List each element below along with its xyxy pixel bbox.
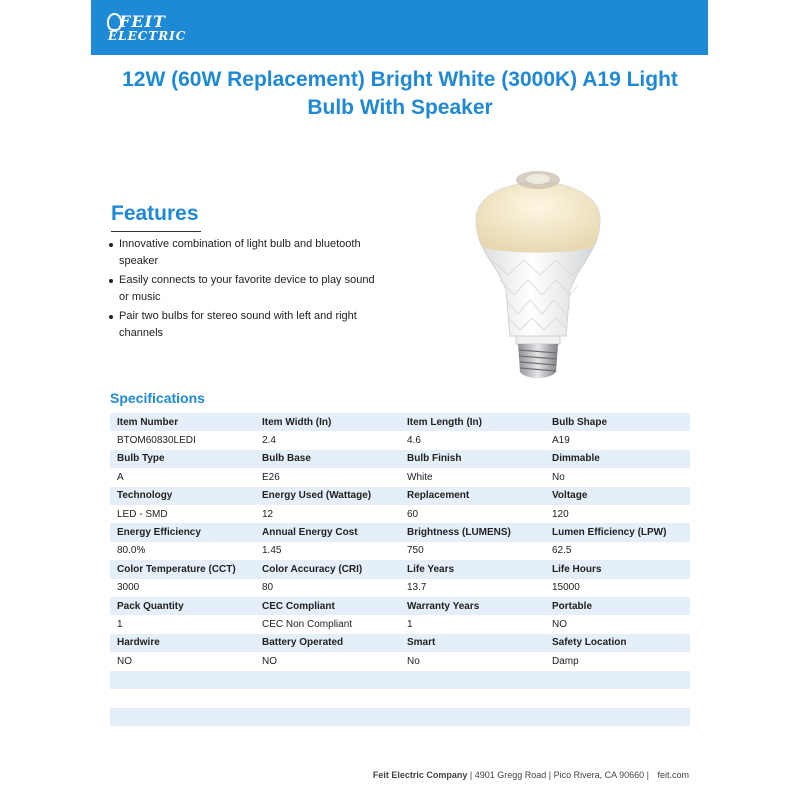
- footer-url[interactable]: feit.com: [657, 770, 689, 780]
- spec-label: Dimmable: [545, 450, 690, 468]
- spec-label: Smart: [400, 634, 545, 652]
- features-heading: Features: [111, 202, 199, 225]
- spec-value: NO: [255, 652, 400, 670]
- spec-value: CEC Non Compliant: [255, 615, 400, 633]
- empty-spec-band: [110, 708, 690, 726]
- spec-label-row: [110, 523, 690, 541]
- page-footer: [0, 770, 689, 780]
- spec-value: A: [110, 468, 255, 486]
- spec-value: 1: [400, 615, 545, 633]
- spec-value-row: [110, 579, 690, 597]
- spec-value: Damp: [545, 652, 690, 670]
- spec-label-row: [110, 450, 690, 468]
- brand-header: [91, 0, 708, 55]
- spec-value: No: [545, 468, 690, 486]
- spec-label: Item Width (In): [255, 413, 400, 431]
- empty-spec-band: [110, 671, 690, 689]
- spec-label: Lumen Efficiency (LPW): [545, 523, 690, 541]
- spec-label: Battery Operated: [255, 634, 400, 652]
- footer-address: | 4901 Gregg Road | Pico Rivera, CA 90660 |: [467, 770, 652, 780]
- spec-value-row: [110, 505, 690, 523]
- spec-label-row: [110, 634, 690, 652]
- logo-line-1: FEIT: [119, 12, 166, 31]
- specifications-heading: Specifications: [110, 390, 205, 406]
- spec-value: 80.0%: [110, 542, 255, 560]
- spec-value: LED - SMD: [110, 505, 255, 523]
- spec-label: Item Number: [110, 413, 255, 431]
- spec-label: Annual Energy Cost: [255, 523, 400, 541]
- spec-value: 1: [110, 615, 255, 633]
- spec-label: Energy Used (Wattage): [255, 487, 400, 505]
- spec-value: 2.4: [255, 431, 400, 449]
- logo-line-2: ELECTRIC: [108, 29, 187, 43]
- spec-value: 1.45: [255, 542, 400, 560]
- specifications-table: [110, 413, 690, 670]
- spec-value: A19: [545, 431, 690, 449]
- spec-label-row: [110, 487, 690, 505]
- features-underline: [111, 231, 201, 232]
- spec-label: Bulb Finish: [400, 450, 545, 468]
- spec-label: Warranty Years: [400, 597, 545, 615]
- spec-label: Color Accuracy (CRI): [255, 560, 400, 578]
- spec-label: CEC Compliant: [255, 597, 400, 615]
- spec-value-row: [110, 468, 690, 486]
- spec-value: 62.5: [545, 542, 690, 560]
- spec-label: Energy Efficiency: [110, 523, 255, 541]
- product-bulb-image: [462, 150, 614, 382]
- spec-value-row: [110, 615, 690, 633]
- spec-value: 750: [400, 542, 545, 560]
- spec-label: Life Years: [400, 560, 545, 578]
- spec-value: NO: [545, 615, 690, 633]
- spec-label: Bulb Shape: [545, 413, 690, 431]
- spec-value: 60: [400, 505, 545, 523]
- spec-label-row: [110, 597, 690, 615]
- footer-company: Feit Electric Company: [372, 770, 468, 780]
- spec-label: Technology: [110, 487, 255, 505]
- feit-electric-logo: [105, 8, 187, 48]
- spec-label: Life Hours: [545, 560, 690, 578]
- spec-label: Safety Location: [545, 634, 690, 652]
- spec-label: Color Temperature (CCT): [110, 560, 255, 578]
- spec-value: 12: [255, 505, 400, 523]
- spec-value: 80: [255, 579, 400, 597]
- spec-label: Replacement: [400, 487, 545, 505]
- feature-item: Pair two bulbs for stereo sound with left and right channels: [108, 308, 378, 342]
- spec-label: Bulb Base: [255, 450, 400, 468]
- spec-value: 15000: [545, 579, 690, 597]
- feature-item: Easily connects to your favorite device to play sound or music: [108, 272, 378, 306]
- spec-value-row: [110, 431, 690, 449]
- spec-label: Bulb Type: [110, 450, 255, 468]
- spec-value: White: [400, 468, 545, 486]
- spec-value: 13.7: [400, 579, 545, 597]
- spec-label: Brightness (LUMENS): [400, 523, 545, 541]
- spec-label-row: [110, 560, 690, 578]
- spec-value-row: [110, 542, 690, 560]
- spec-label: Voltage: [545, 487, 690, 505]
- spec-value: No: [400, 652, 545, 670]
- features-list: [108, 236, 378, 344]
- spec-value: 3000: [110, 579, 255, 597]
- item-number-link[interactable]: BTOM60830LEDI: [110, 431, 255, 449]
- spec-label-row: [110, 413, 690, 431]
- spec-value: E26: [255, 468, 400, 486]
- spec-value: NO: [110, 652, 255, 670]
- spec-value-row: [110, 652, 690, 670]
- product-title: 12W (60W Replacement) Bright White (3000K) A19 Light Bulb With Speaker: [122, 68, 678, 119]
- spec-value: 120: [545, 505, 690, 523]
- spec-label: Pack Quantity: [110, 597, 255, 615]
- spec-value: 4.6: [400, 431, 545, 449]
- feature-item: Innovative combination of light bulb and bluetooth speaker: [108, 236, 378, 270]
- spec-label: Item Length (In): [400, 413, 545, 431]
- spec-label: Portable: [545, 597, 690, 615]
- spec-label: Hardwire: [110, 634, 255, 652]
